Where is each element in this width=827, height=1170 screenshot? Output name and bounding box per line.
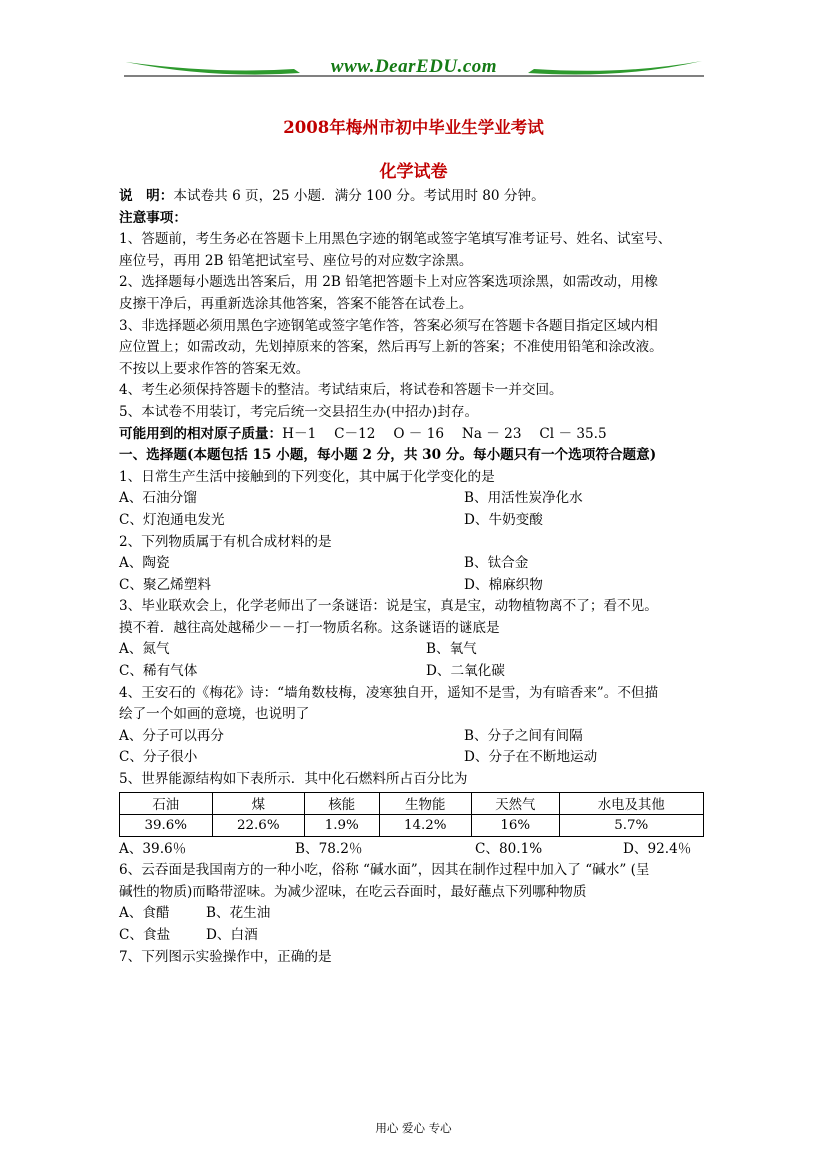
section-heading: 一、选择题(本题包括 15 小题，每小题 2 分，共 30 分。每小题只有一个选项符合题意): [119, 447, 657, 464]
question-stem: 摸不着．越往高处越稀少－－打一物质名称。这条谜语的谜底是: [119, 619, 500, 636]
table-cell: 5.7%: [559, 814, 703, 836]
table-cell: 22.6%: [212, 814, 305, 836]
site-url: www.DearEDU.com: [330, 56, 498, 77]
table-header-cell: 煤: [212, 792, 305, 814]
instruction-line: 皮擦干净后，再重新选涂其他答案，答案不能答在试卷上。: [119, 295, 473, 312]
question-stem: 7、下列图示实验操作中，正确的是: [119, 948, 332, 965]
question-stem: 6、云吞面是我国南方的一种小吃，俗称 “碱水面”，因其在制作过程中加入了 “碱水” (呈: [119, 862, 650, 879]
exam-subtitle: 化学试卷: [379, 162, 448, 182]
option-a: A、食醋: [119, 905, 170, 922]
page-footer: 用心 爱心 专心: [375, 1121, 452, 1135]
option-b: B、花生油: [206, 905, 271, 922]
table-header-row: [120, 792, 704, 814]
note-text: 本试卷共 6 页，25 小题．满分 100 分。考试用时 80 分钟。: [173, 188, 545, 204]
instruction-line: 不按以上要求作答的答案无效。: [119, 360, 310, 377]
option-b: B、78.2％: [295, 840, 363, 857]
option-c: C、稀有气体: [119, 663, 198, 680]
option-d: D、棉麻织物: [464, 576, 543, 593]
option-row: [119, 510, 704, 532]
option-d: D、分子在不断地运动: [464, 749, 598, 766]
question-stem: 2、下列物质属于有机合成材料的是: [119, 533, 332, 550]
instruction-line: 3、非选择题必须用黑色字迹钢笔或签字笔作答，答案必须写在答题卡各题目指定区域内相: [119, 317, 658, 334]
option-a: A、石油分馏: [119, 490, 197, 507]
atomic-mass-line: [119, 424, 704, 446]
atomic-mass-values: H－1 C－12 O － 16 Na － 23 Cl － 35.5: [282, 425, 607, 442]
option-row: [119, 903, 704, 925]
option-row: [119, 575, 704, 597]
question-stem: 5、世界能源结构如下表所示．其中化石燃料所占百分比为: [119, 771, 468, 788]
option-b: B、分子之间有间隔: [464, 727, 583, 744]
question-stem: 碱性的物质)而略带涩味。为减少涩味，在吃云吞面时，最好蘸点下列哪种物质: [119, 883, 587, 900]
table-cell: 1.9%: [305, 814, 379, 836]
option-row: [119, 639, 704, 661]
energy-structure-table: [119, 792, 704, 837]
exam-title: 2008年梅州市初中毕业生学业考试: [283, 118, 544, 137]
question-stem: 1、日常生产生活中接触到的下列变化，其中属于化学变化的是: [119, 468, 495, 485]
instruction-line: 2、选择题每小题选出答案后，用 2B 铅笔把答题卡上对应答案选项涂黑，如需改动，用橡: [119, 274, 658, 291]
table-header-cell: 天然气: [472, 792, 559, 814]
option-row: [119, 553, 704, 575]
table-cell: 39.6%: [120, 814, 213, 836]
table-row: [120, 814, 704, 836]
table-cell: 16%: [472, 814, 559, 836]
option-c: C、分子很小: [119, 749, 198, 766]
option-a: A、氮气: [119, 641, 170, 658]
option-row: [119, 747, 704, 769]
note-line: [119, 186, 704, 208]
table-header-cell: 核能: [305, 792, 379, 814]
option-row: [119, 726, 704, 748]
option-c: C、食盐: [119, 927, 171, 943]
table-cell: 14.2%: [379, 814, 472, 836]
table-header-cell: 石油: [120, 792, 213, 814]
question-stem: 3、毕业联欢会上，化学老师出了一条谜语：说是宝，真是宝，动物植物离不了；看不见。: [119, 598, 658, 615]
instruction-line: 5、本试卷不用装订，考完后统一交县招生办(中招办)封存。: [119, 403, 479, 420]
site-header-banner: [124, 52, 704, 84]
option-c: C、灯泡通电发光: [119, 511, 225, 528]
option-row: [119, 925, 704, 947]
option-row: [119, 488, 704, 510]
instruction-line: 4、考生必须保持答题卡的整洁。考试结束后，将试卷和答题卡一并交回。: [119, 382, 563, 399]
option-b: B、用活性炭净化水: [464, 490, 583, 507]
instruction-line: 座位号，再用 2B 铅笔把试室号、座位号的对应数字涂黑。: [119, 252, 473, 269]
instruction-line: 1、答题前，考生务必在答题卡上用黑色字迹的钢笔或签字笔填写准考证号、姓名、试室号、: [119, 231, 672, 248]
option-d: D、白酒: [206, 927, 258, 943]
question-stem: 4、王安石的《梅花》诗：“墙角数枝梅，凌寒独自开，遥知不是雪，为有暗香来”。不但描: [119, 684, 659, 701]
option-a: A、陶瓷: [119, 555, 170, 572]
note-label: 说 明：: [119, 188, 174, 204]
atomic-mass-label: 可能用到的相对原子质量：: [119, 425, 283, 442]
option-d: D、牛奶变酸: [464, 511, 543, 528]
attention-label: 注意事项：: [119, 209, 187, 226]
option-b: B、钛合金: [464, 555, 529, 572]
option-row: [119, 661, 704, 683]
option-c: C、80.1%: [475, 840, 543, 857]
question-stem: 绘了一个如画的意境，也说明了: [119, 706, 310, 723]
option-d: D、92.4％: [623, 840, 692, 857]
option-c: C、聚乙烯塑料: [119, 576, 211, 593]
option-row: [119, 839, 704, 861]
table-header-cell: 水电及其他: [559, 792, 703, 814]
exam-content: [119, 186, 704, 968]
instruction-line: 应位置上；如需改动，先划掉原来的答案，然后再写上新的答案；不准使用铅笔和涂改液。: [119, 339, 663, 356]
option-b: B、氧气: [426, 641, 477, 658]
option-a: A、分子可以再分: [119, 727, 224, 744]
option-d: D、二氧化碳: [426, 663, 505, 680]
table-header-cell: 生物能: [379, 792, 472, 814]
option-a: A、39.6％: [119, 840, 187, 857]
